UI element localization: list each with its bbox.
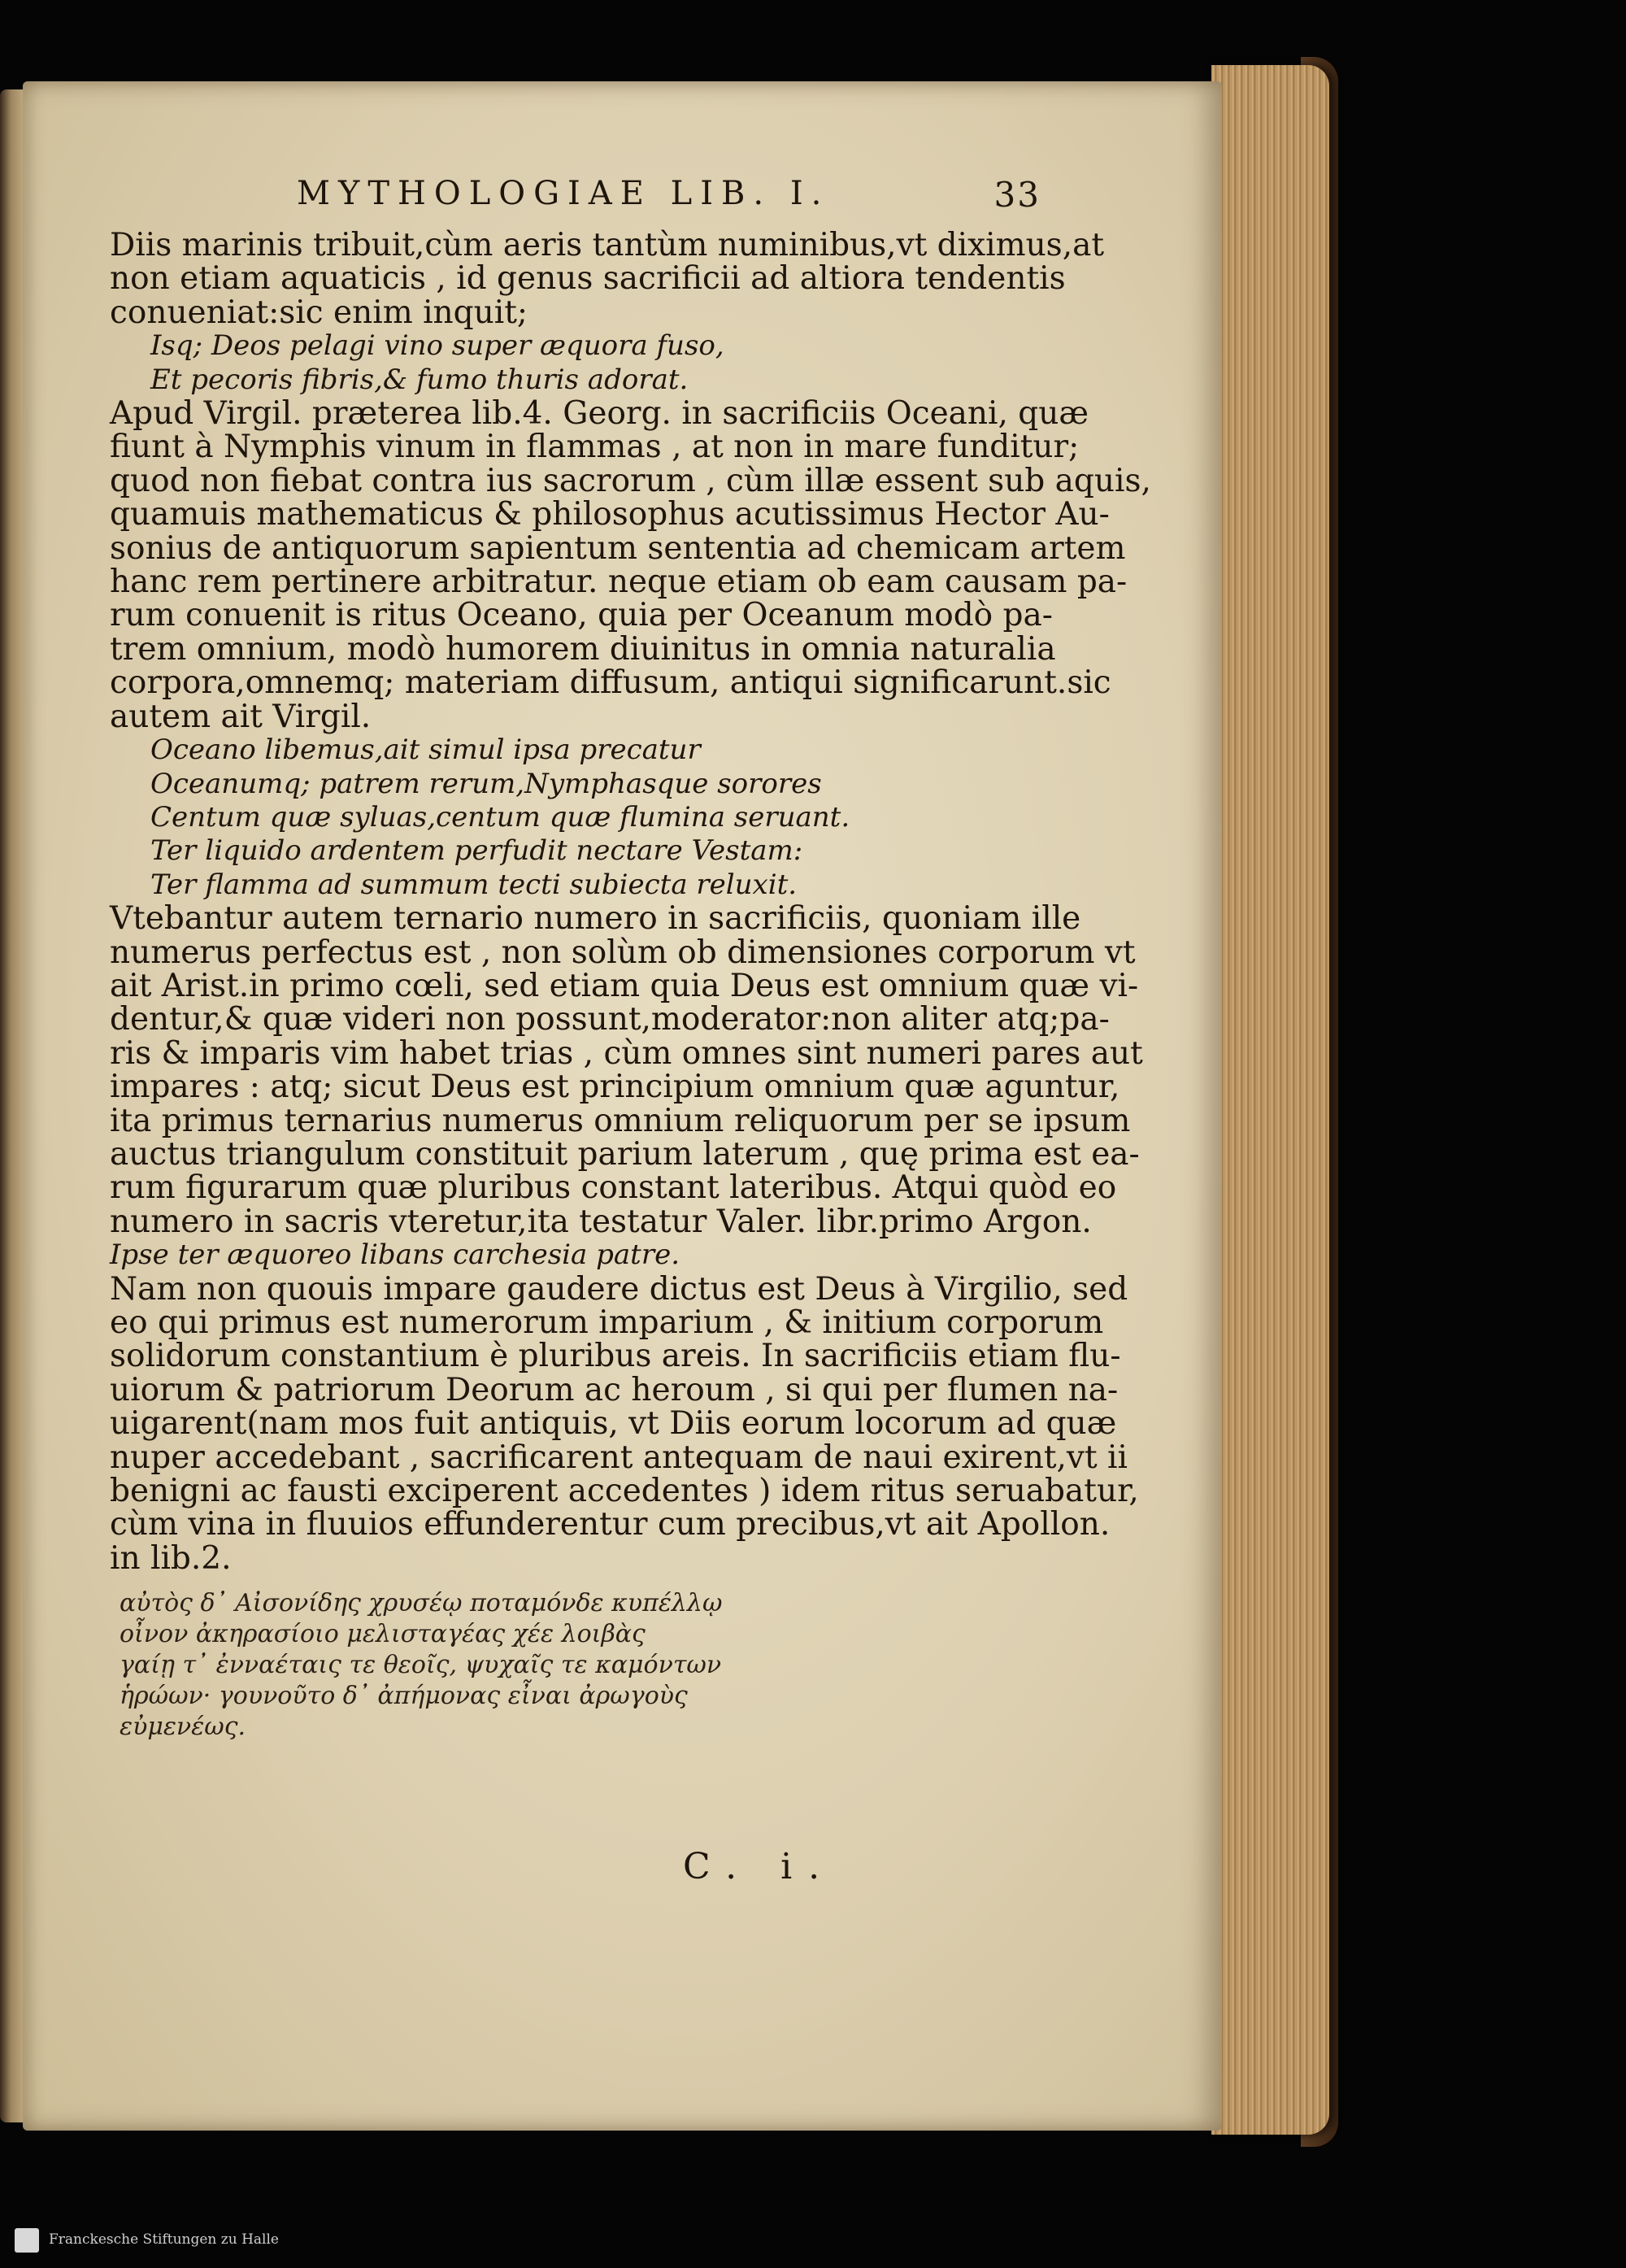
text-line: Vtebantur autem ternario numero in sacrificiis, quoniam ille	[110, 900, 1081, 938]
text-line: ris & imparis vim habet trias , cùm omnes sint numeri pares aut	[110, 1034, 1143, 1072]
greek-quote-line: γαίῃ τ᾽ ἐνναέταις τε θεοῖς, ψυχαῖς τε καμόντων	[120, 1651, 722, 1680]
text-line: Diis marinis tribuit,cùm aeris tantùm numinibus,vt diximus,at	[110, 227, 1105, 263]
text-line: hanc rem pertinere arbitratur. neque etiam ob eam causam pa-	[110, 564, 1128, 601]
verse-line: Ter flamma ad summum tecti subiecta reluxit.	[150, 868, 798, 901]
verse-line: Et pecoris fibris,& fumo thuris adorat.	[150, 363, 689, 396]
text-line: quod non fiebat contra ius sacrorum , cùm illæ essent sub aquis,	[110, 462, 1151, 499]
page-number: 33	[993, 175, 1041, 215]
running-header	[110, 175, 1041, 229]
text-line: numero in sacris vteretur,ita testatur Valer. libr.primo Argon.	[110, 1203, 1092, 1240]
text-line: ita primus ternarius numerus omnium reliquorum per se ipsum	[110, 1102, 1131, 1139]
text-line: fiunt à Nymphis vinum in flammas , at non in mare funditur;	[110, 429, 1080, 466]
institution-logo-icon	[15, 2228, 39, 2253]
text-line: sonius de antiquorum sapientum sententia ad chemicam artem	[110, 529, 1126, 567]
signature-mark: C. i.	[683, 1846, 837, 1887]
text-line: corpora,omnemq; materiam diffusum, antiqui significarunt.sic	[110, 664, 1111, 702]
text-line: rum figurarum quæ pluribus constant lateribus. Atqui quòd eo	[110, 1169, 1117, 1207]
verse-line: Ipse ter æquoreo libans carchesia patre.	[110, 1238, 680, 1272]
book-fore-edge	[1211, 65, 1329, 2135]
text-line: uigarent(nam mos fuit antiquis, vt Diis eorum locorum ad quæ	[110, 1405, 1117, 1443]
text-line: in lib.2.	[110, 1539, 232, 1577]
text-line: non etiam aquaticis , id genus sacrificii ad altiora tendentis	[110, 260, 1066, 298]
greek-quote-line: εὐμενέως.	[120, 1713, 246, 1742]
text-line: benigni ac fausti exciperent accedentes ) idem ritus seruabatur,	[110, 1473, 1139, 1510]
text-line: quamuis mathematicus & philosophus acutissimus Hector Au-	[110, 496, 1110, 533]
verse-line: Centum quæ syluas,centum quæ flumina seruant.	[150, 800, 850, 834]
text-line: uiorum & patriorum Deorum ac heroum , si qui per flumen na-	[110, 1371, 1119, 1408]
verse-line: Oceano libemus,ait simul ipsa precatur	[150, 734, 701, 767]
text-line: autem ait Virgil.	[110, 698, 372, 735]
text-line: ait Arist.in primo cœli, sed etiam quia Deus est omnium quæ vi-	[110, 967, 1139, 1004]
text-line: rum conuenit is ritus Oceano, quia per Oceanum modò pa-	[110, 597, 1053, 634]
greek-quote-line: οἶνον ἀκηρασίοιο μελισταγέας χέε λοιβὰς	[120, 1620, 646, 1649]
text-line: Nam non quouis impare gaudere dictus est Deus à Virgilio, sed	[110, 1270, 1128, 1308]
page-text-block	[110, 175, 1151, 1743]
text-line: nuper accedebant , sacrificarent antequam de naui exirent,vt ii	[110, 1439, 1128, 1476]
text-line: cùm vina in fluuios effunderentur cum precibus,vt ait Apollon.	[110, 1506, 1111, 1543]
verse-line: Oceanumq; patrem rerum,Nymphasque sorores	[150, 767, 822, 800]
text-line: numerus perfectus est , non solùm ob dimensiones corporum vt	[110, 934, 1136, 971]
text-line: impares : atq; sicut Deus est principium omnium quæ aguntur,	[110, 1069, 1120, 1106]
verse-line: Ter liquido ardentem perfudit nectare Vestam:	[150, 834, 803, 868]
text-line: auctus triangulum constituit parium laterum , quę prima est ea-	[110, 1135, 1140, 1173]
text-line: eo qui primus est numerorum imparium , & initium corporum	[110, 1304, 1104, 1341]
text-line: dentur,& quæ videri non possunt,moderator:non aliter atq;pa-	[110, 1001, 1110, 1038]
text-line: trem omnium, modò humorem diuinitus in omnia naturalia	[110, 630, 1056, 668]
running-title: MYTHOLOGIAE LIB. I.	[297, 175, 830, 212]
verse-line: Isq; Deos pelagi vino super æquora fuso,	[150, 329, 724, 363]
footer-institution: Franckesche Stiftungen zu Halle	[49, 2231, 279, 2248]
text-line: Apud Virgil. præterea lib.4. Georg. in sacrificiis Oceani, quæ	[110, 395, 1089, 433]
greek-quote-line: ἡρώων· γουνοῦτο δ᾽ ἀπήμονας εἶναι ἀρωγοὺς	[120, 1682, 688, 1711]
text-line: solidorum constantium è pluribus areis. In sacrificiis etiam flu-	[110, 1338, 1121, 1375]
text-line: conueniat:sic enim inquit;	[110, 294, 528, 331]
greek-quote-line: αὐτὸς δ᾽ Αἰσονίδης χρυσέῳ ποταμόνδε κυπέλλῳ	[120, 1589, 723, 1618]
